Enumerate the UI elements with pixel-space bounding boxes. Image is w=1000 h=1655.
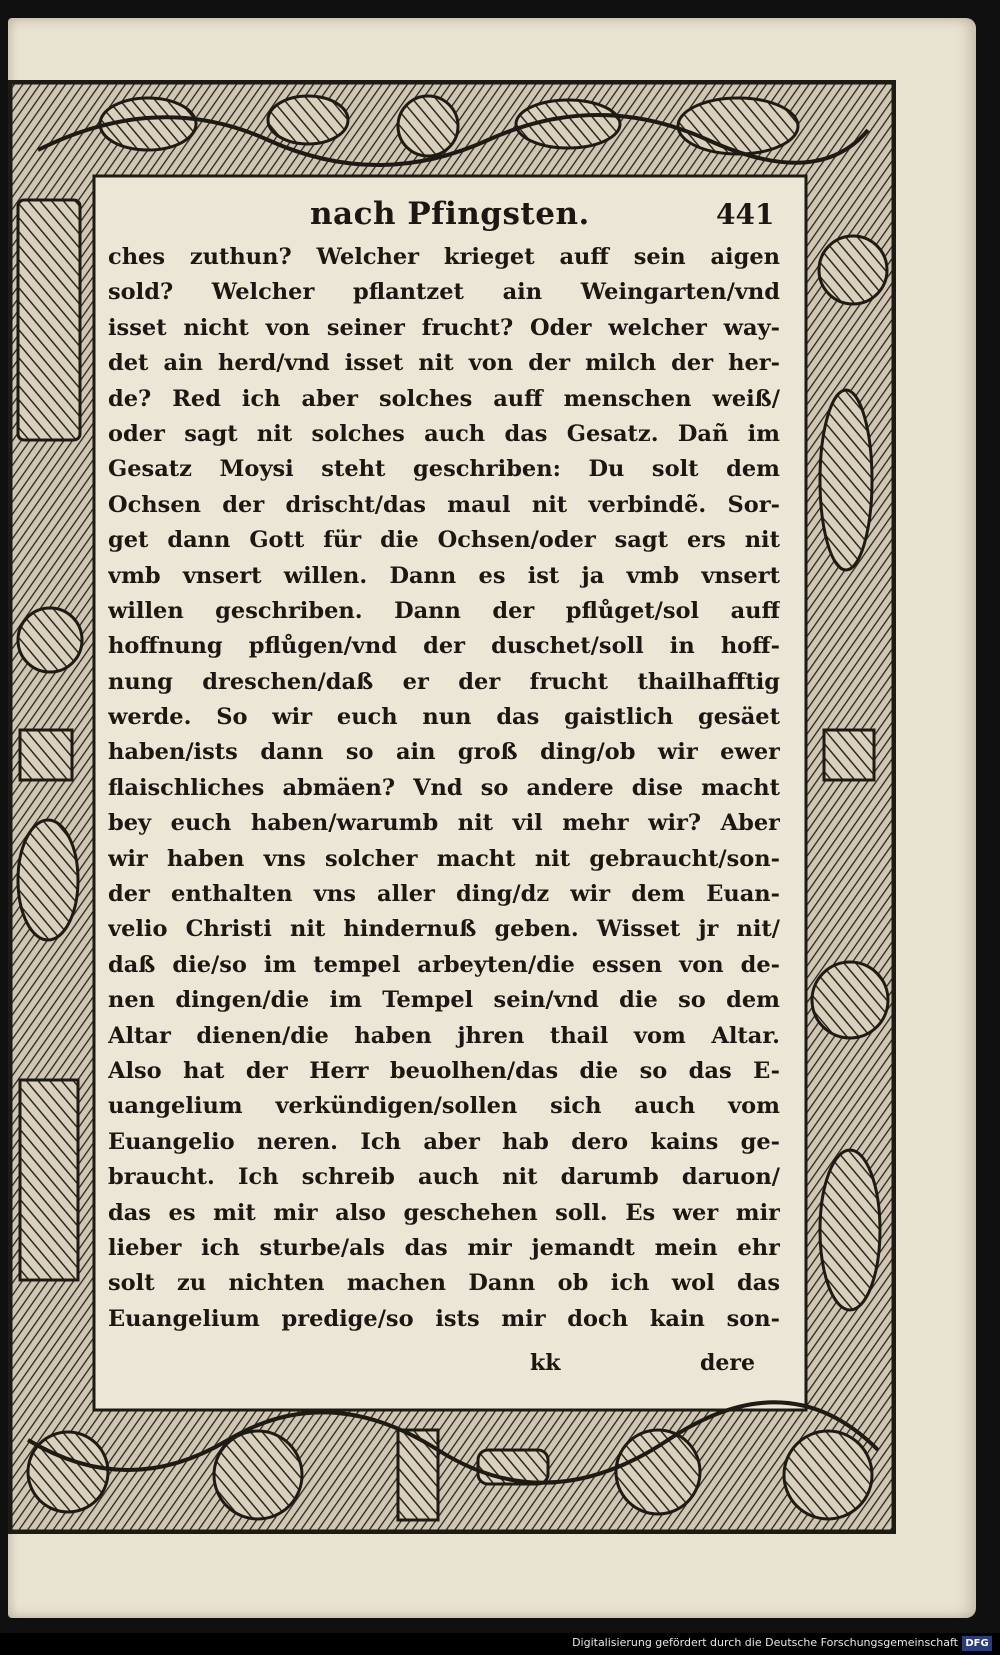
text-line: bey euch haben/warumb nit vil mehr wir? Aber (108, 810, 780, 837)
running-head: nach Pfingsten. (310, 196, 590, 232)
text-line: Also hat der Herr beuolhen/das die so das E- (108, 1057, 780, 1084)
text-line: der enthalten vns aller ding/dz wir dem Euan- (108, 881, 780, 908)
text-line: das es mit mir also geschehen soll. Es wer mir (108, 1199, 780, 1226)
text-line: werde. So wir euch nun das gaistlich gesäet (108, 704, 780, 731)
page-number: 441 (716, 198, 775, 231)
text-line: velio Christi nit hindernuß geben. Wisset jr nit/ (108, 916, 780, 943)
text-line: isset nicht von seiner frucht? Oder welcher way- (108, 314, 780, 341)
text-line: oder sagt nit solches auch das Gesatz. Dañ im (108, 420, 780, 447)
text-line: Ochsen der drischt/das maul nit verbindẽ. Sor- (108, 491, 780, 518)
dfg-logo: DFG (962, 1636, 992, 1651)
text-line: ches zuthun? Welcher krieget auff sein aigen (108, 244, 780, 270)
text-line: det ain herd/vnd isset nit von der milch der her- (108, 350, 780, 377)
text-line: sold? Welcher pflantzet ain Weingarten/vnd (108, 279, 780, 306)
text-line: wir haben vns solcher macht nit gebraucht/son- (108, 845, 780, 872)
text-line: lieber ich sturbe/als das mir jemandt mein ehr (108, 1234, 780, 1261)
signature-mark: kk (530, 1350, 561, 1376)
text-line: flaischliches abmäen? Vnd so andere dise macht (108, 774, 780, 801)
text-line: vmb vnsert willen. Dann es ist ja vmb vnsert (108, 562, 780, 589)
text-line: uangelium verkündigen/sollen sich auch vom (108, 1093, 780, 1120)
text-line: get dann Gott für die Ochsen/oder sagt ers nit (108, 527, 780, 554)
text-line: haben/ists dann so ain groß ding/ob wir ewer (108, 739, 780, 766)
body-text (108, 240, 780, 1337)
text-line: braucht. Ich schreib auch nit darumb daruon/ (108, 1164, 780, 1191)
text-line: daß die/so im tempel arbeyten/die essen von de- (108, 951, 780, 978)
text-line: solt zu nichten machen Dann ob ich wol das (108, 1270, 780, 1297)
funding-credit: Digitalisierung gefördert durch die Deutsche Forschungsgemeinschaft (572, 1636, 958, 1649)
text-line: willen geschriben. Dann der pflůget/sol auff (108, 597, 780, 624)
text-line: Gesatz Moysi steht geschriben: Du solt dem (108, 456, 780, 483)
text-line: Euangelio neren. Ich aber hab dero kains ge- (108, 1128, 780, 1155)
text-line: nung dreschen/daß er der frucht thailhafftig (108, 668, 780, 695)
text-line: hoffnung pflůgen/vnd der duschet/soll in hoff- (108, 633, 780, 660)
text-line: Altar dienen/die haben jhren thail vom Altar. (108, 1022, 780, 1049)
text-line: nen dingen/die im Tempel sein/vnd die so dem (108, 987, 780, 1014)
text-line: Euangelium predige/so ists mir doch kain son- (108, 1305, 780, 1332)
catchword: dere (700, 1350, 755, 1376)
text-line: de? Red ich aber solches auff menschen weiß/ (108, 385, 780, 412)
